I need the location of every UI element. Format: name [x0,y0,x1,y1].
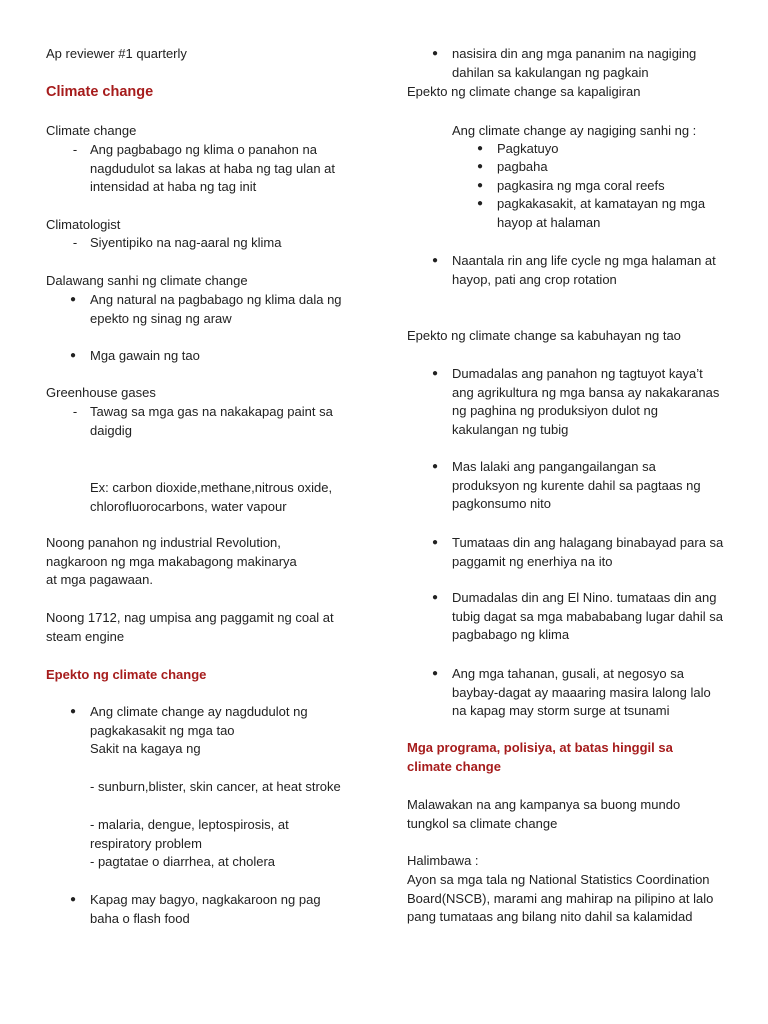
bullet-marker: ● [476,198,484,209]
dash-marker: - [72,142,78,157]
effects-heading: Epekto ng climate change [46,667,207,682]
bullet-marker: ● [476,180,484,191]
list-item-text: Ang climate change ay nagdudulot ng pagkakasakit ng mga tao [90,704,308,738]
definition-text: Siyentipiko na nag-aaral ng klima [90,235,282,250]
environment-heading: Epekto ng climate change sa kapaligiran [407,84,641,99]
list-item-text: Ang mga tahanan, gusali, at negosyo sa baybay-dagat ay maaaring masira lalong lalo na kapag may storm surge at tsunami [452,666,711,719]
bullet-marker: ● [69,706,77,717]
env-item-1 [476,140,727,159]
list-item-text: Dumadalas ang panahon ng tagtuyot kaya’t ang agrikultura ng mga bansa ay nakakaranas ng paghina ng produksiyon dulot ng kakulangan ng tubig [452,366,720,437]
list-item-text: pagbaha [497,159,548,174]
list-item-text: nasisira din ang mga pananim na nagiging dahilan sa kakulangan ng pagkain [452,46,697,80]
climatologist-definition [72,234,358,253]
causes-item-1 [69,291,360,328]
climatologist-term: Climatologist [46,217,121,232]
bullet-marker: ● [476,161,484,172]
list-item-text: Sakit na kagaya ng [90,741,201,757]
definition-text: Tawag sa mga gas na nakakapag paint sa daigdig [90,404,333,438]
list-item-text: Tumataas din ang halagang binabayad para sa paggamit ng enerhiya na ito [452,535,724,569]
causes-item-2 [69,347,360,366]
sickness-line-2: - malaria, dengue, leptospirosis, at respiratory problem [90,817,289,851]
list-item-text: Mga gawain ng tao [90,348,200,363]
bullet-marker: ● [476,143,484,154]
causes-term: Dalawang sanhi ng climate change [46,273,248,288]
environment-intro: Ang climate change ay nagiging sanhi ng : [452,123,697,138]
list-item-text: Mas lalaki ang pangangailangan sa produksyon ng kurente dahil sa pagtaas ng pagkonsumo nito [452,459,701,512]
list-item-text: Pagkatuyo [497,141,559,156]
dash-marker: - [72,404,78,419]
livelihood-item-3 [431,534,730,571]
list-item-text: pagkakasakit, at kamatayan ng mga hayop at halaman [497,196,706,230]
dash-marker: - [72,235,78,250]
bullet-marker: ● [69,894,77,905]
env-item-3 [476,177,727,196]
crops-item [431,45,724,82]
sickness-line-3: - pagtatae o diarrhea, at cholera [90,854,276,869]
livelihood-item-1 [431,365,728,439]
bullet-marker: ● [431,48,439,59]
industrial-paragraph: Noong panahon ng industrial Revolution, nagkaroon ng mga makabagong makinarya at mga pagawaan. [46,535,297,588]
greenhouse-example: Ex: carbon dioxide,methane,nitrous oxide, chlorofluorocarbons, water vapour [90,480,333,514]
bullet-marker: ● [431,537,439,548]
list-item-text: Dumadalas din ang El Nino. tumataas din ang tubig dagat sa mga mabababang lugar dahil sa pagbabago ng klima [452,590,724,643]
livelihood-heading: Epekto ng climate change sa kabuhayan ng tao [407,328,681,343]
sickness-line-1: - sunburn,blister, skin cancer, at heat stroke [90,779,341,794]
climate-change-term: Climate change [46,123,137,138]
livelihood-item-2 [431,458,722,514]
campaign-paragraph: Malawakan na ang kampanya sa buong mundo tungkol sa climate change [407,797,681,831]
definition-text: Ang pagbabago ng klima o panahon na nagdudulot sa lakas at haba ng tag ulan at intensidad at haba ng tag init [90,142,336,195]
livelihood-item-4 [431,589,724,645]
bullet-marker: ● [431,592,439,603]
effects-item-1 [69,703,360,759]
greenhouse-definition [72,403,358,440]
bullet-marker: ● [431,461,439,472]
env-item-4 [476,195,729,232]
bullet-marker: ● [69,294,77,305]
example-paragraph: Ayon sa mga tala ng National Statistics Coordination Board(NSCB), marami ang mahirap na pilipino at lalo pang tumataas ang bilang nito dahil sa kalamidad [407,872,714,925]
reviewer-title: Ap reviewer #1 quarterly [46,46,187,61]
programs-heading: Mga programa, polisiya, at batas hinggil sa climate change [407,740,673,774]
list-item-text: pagkasira ng mga coral reefs [497,178,665,193]
livelihood-item-5 [431,665,720,721]
lifecycle-item [431,252,727,289]
example-label: Halimbawa : [407,853,479,868]
list-item-text: Ang natural na pagbabago ng klima dala ng epekto ng sinag ng araw [90,292,342,326]
bullet-marker: ● [431,368,439,379]
climate-change-definition [72,141,358,197]
bullet-marker: ● [431,255,439,266]
bullet-marker: ● [69,350,77,361]
bullet-marker: ● [431,668,439,679]
env-item-2 [476,158,727,177]
main-heading: Climate change [46,84,154,100]
list-item-text: Kapag may bagyo, nagkakaroon ng pag baha o flash food [90,892,321,926]
list-item-text: Naantala rin ang life cycle ng mga halaman at hayop, pati ang crop rotation [452,253,716,287]
effects-item-2 [69,891,352,928]
year-1712-paragraph: Noong 1712, nag umpisa ang paggamit ng coal at steam engine [46,610,334,644]
greenhouse-term: Greenhouse gases [46,385,156,400]
